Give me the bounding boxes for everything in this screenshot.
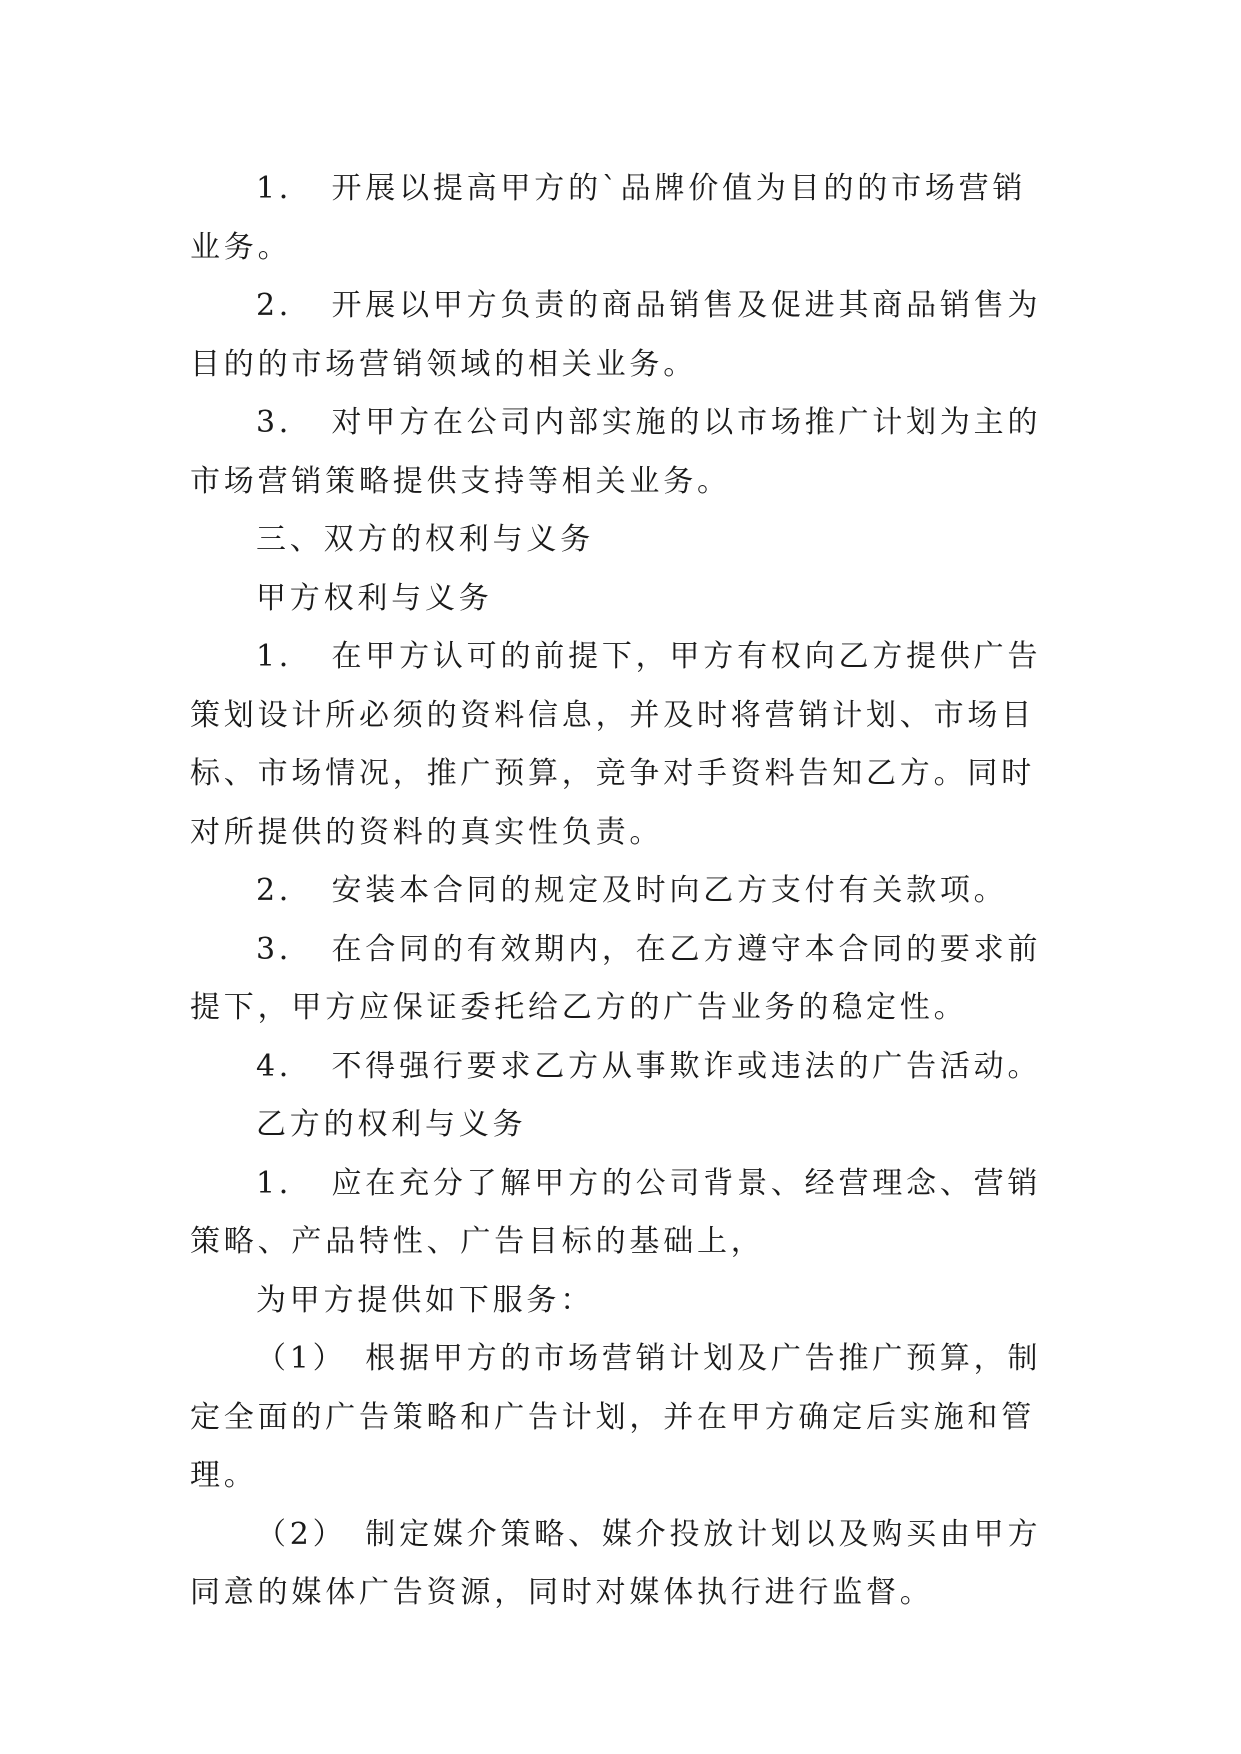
party-a-item-3: 3． 在合同的有效期内，在乙方遵守本合同的要求前提下，甲方应保证委托给乙方的广告业务的稳定性。 (190, 931, 1042, 1025)
party-a-item-4: 4． 不得强行要求乙方从事欺诈或违法的广告活动。 (256, 1048, 1042, 1084)
party-a-item-2: 2． 安装本合同的规定及时向乙方支付有关款项。 (256, 873, 1008, 908)
document-body (190, 160, 1050, 1623)
section-heading: 三、双方的权利与义务 (256, 522, 594, 557)
subsection-heading-party-a: 甲方权利与义务 (256, 580, 493, 616)
list-item-2: 2． 开展以甲方负责的商品销售及促进其商品销售为目的的市场营销领域的相关业务。 (190, 288, 1042, 382)
party-b-services-intro: 为甲方提供如下服务： (256, 1282, 594, 1318)
party-b-service-2: （2） 制定媒介策略、媒介投放计划以及购买由甲方同意的媒体广告资源，同时对媒体执行进行监督。 (190, 1516, 1042, 1610)
party-a-item-1: 1． 在甲方认可的前提下，甲方有权向乙方提供广告策划设计所必须的资料信息，并及时将营销计划、市场目标、市场情况，推广预算，竞争对手资料告知乙方。同时对所提供的资料的真实性负责。 (190, 639, 1042, 850)
subsection-heading-party-b: 乙方的权利与义务 (256, 1107, 527, 1142)
list-item-1: 1． 开展以提高甲方的`品牌价值为目的的市场营销业务。 (190, 171, 1027, 265)
list-item-3: 3． 对甲方在公司内部实施的以市场推广计划为主的市场营销策略提供支持等相关业务。 (190, 405, 1042, 499)
party-b-service-1: （1） 根据甲方的市场营销计划及广告推广预算，制定全面的广告策略和广告计划，并在甲方确定后实施和管理。 (190, 1341, 1042, 1493)
party-b-item-1: 1． 应在充分了解甲方的公司背景、经营理念、营销策略、产品特性、广告目标的基础上， (190, 1165, 1042, 1259)
